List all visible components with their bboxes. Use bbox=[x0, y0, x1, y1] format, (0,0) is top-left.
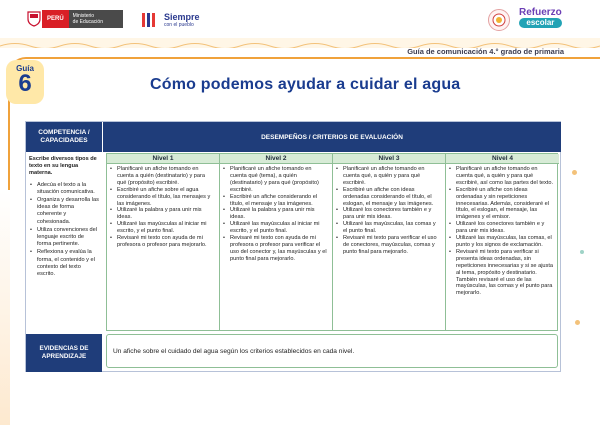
levels-grid bbox=[106, 153, 558, 331]
refuerzo-word: Refuerzo bbox=[519, 7, 562, 18]
capacidades-list bbox=[29, 182, 99, 279]
refuerzo-escolar-logo bbox=[519, 8, 562, 28]
level-criterion: • Utilizaré los conectores también e y para unir mis ideas. bbox=[336, 207, 441, 221]
capacidad-item: • Reflexiona y evalúa la forma, el contenido y el contexto del texto escrito. bbox=[29, 249, 99, 278]
level-column-3 bbox=[333, 154, 446, 330]
decorative-dot bbox=[572, 170, 577, 175]
siempre-title: Siempre bbox=[164, 11, 200, 22]
siempre-mark-icon bbox=[140, 10, 160, 30]
evidencias-label bbox=[26, 334, 102, 372]
guide-label: Guía bbox=[16, 64, 34, 73]
level-criterion: • Utilizaré las mayúsculas al iniciar mi escrito, y el punto final. bbox=[223, 221, 328, 235]
capacidad-item: • Adecúa el texto a la situación comunicativa. bbox=[29, 182, 99, 196]
level-column-2 bbox=[220, 154, 333, 330]
level-criterion: • Escribiré un afiche sobre el agua considerando el título, las mensajes y las imágenes. bbox=[110, 187, 215, 208]
level-column-1 bbox=[107, 154, 220, 330]
level-criterion: • Planificaré un afiche tomando en cuenta qué, a quién y para qué escribiré, así como las partes del texto. bbox=[449, 166, 555, 187]
competencia-header bbox=[26, 122, 102, 152]
level-criterion: • Utilizaré la palabra y para unir mis ideas. bbox=[223, 207, 328, 221]
level-criterion: • Planificaré un afiche tomando en cuenta qué (tema), a quién (destinatario) y para qué (propósito) escribiré. bbox=[223, 166, 328, 194]
guide-number: 6 bbox=[18, 70, 32, 97]
side-decoration bbox=[0, 190, 10, 425]
level-criterion: • Utilizaré los conectores también e y para unir mis ideas. bbox=[449, 221, 555, 235]
ministry-label-line-1: Ministerio bbox=[72, 13, 95, 19]
level-criterion: • Revisaré mi texto para verificar si presenta ideas ordenadas, sin repeticiones innecesarias y si se ajusta al tema, propósito y destinatario. También revisaré el uso de las mayúsculas, las comas y el punto para mejorarlo. bbox=[449, 249, 555, 297]
ministry-label-line-2: de Educación bbox=[72, 19, 103, 25]
evidencias-label-line-1: EVIDENCIAS DE bbox=[39, 345, 89, 352]
level-criterion: • Planificaré un afiche tomando en cuenta qué, a quién y para qué escribiré. bbox=[336, 166, 441, 187]
level-criterion: • Utilizaré las mayúsculas al iniciar mi escrito, y el punto final. bbox=[110, 221, 215, 235]
level-criterion: • Escribiré un afiche con ideas ordenadas considerando el título, el eslogan, el mensaje y las imágenes. bbox=[336, 187, 441, 208]
ministry-logo bbox=[26, 10, 123, 28]
guide-badge bbox=[6, 60, 44, 104]
level-criterion: • Escribiré un afiche con ideas ordenadas y sin repeticiones innecesarias. Además, consideraré el título, el eslogan, el mensaje, las imágenes y el emisor. bbox=[449, 187, 555, 222]
decorative-dot bbox=[575, 320, 580, 325]
level-column-4 bbox=[446, 154, 559, 330]
level-criterion: • Utilizaré las mayúsculas, las comas y el punto final. bbox=[336, 221, 441, 235]
level-header: Nivel 2 bbox=[220, 154, 332, 164]
competencia-header-line-2: CAPACIDADES bbox=[40, 137, 88, 144]
level-criterion: • Revisaré mi texto con ayuda de mi profesora o profesor para mejorarlo. bbox=[110, 235, 215, 249]
escolar-word: escolar bbox=[519, 18, 562, 28]
evidencias-label-line-2: APRENDIZAJE bbox=[41, 353, 87, 360]
page-title: Cómo podemos ayudar a cuidar el agua bbox=[150, 76, 461, 93]
level-header: Nivel 1 bbox=[107, 154, 219, 164]
level-criterion: • Revisaré mi texto para verificar el uso de conectores, mayúsculas, comas y punto final para mejorarlo. bbox=[336, 235, 441, 256]
top-logo-bar bbox=[0, 0, 600, 40]
competencia-header-line-1: COMPETENCIA / bbox=[38, 129, 90, 136]
seal-badge-icon bbox=[488, 9, 510, 31]
competencia-title: Escribe diversos tipos de texto en su lengua materna. bbox=[29, 156, 97, 177]
desempenos-header: DESEMPEÑOS / CRITERIOS DE EVALUACIÓN bbox=[103, 122, 561, 152]
level-criterion: • Utilizaré las mayúsculas, las comas, el punto y los signos de exclamación. bbox=[449, 235, 555, 249]
level-criterion: • Escribiré un afiche considerando el título, el mensaje y las imágenes. bbox=[223, 194, 328, 208]
capacidad-item: • Utiliza convenciones del lenguaje escrito de forma pertinente. bbox=[29, 227, 99, 249]
level-criterion: • Utilizaré la palabra y para unir mis ideas. bbox=[110, 207, 215, 221]
capacidad-item: • Organiza y desarrolla las ideas de forma coherente y cohesionada. bbox=[29, 197, 99, 226]
peru-shield-icon bbox=[26, 10, 42, 28]
evidencias-text: Un afiche sobre el cuidado del agua según los criterios establecidos en cada nivel. bbox=[106, 334, 558, 368]
level-header: Nivel 3 bbox=[333, 154, 445, 164]
peru-label: PERÚ bbox=[42, 10, 69, 28]
siempre-logo bbox=[140, 10, 200, 30]
decorative-dot bbox=[580, 250, 584, 254]
evaluation-table bbox=[25, 121, 561, 372]
ministry-label bbox=[69, 10, 123, 28]
page-subtitle: Guía de comunicación 4.° grado de primaria bbox=[407, 47, 564, 56]
siempre-subtitle: con el pueblo bbox=[164, 21, 194, 28]
level-criterion: • Planificaré un afiche tomando en cuenta a quién (destinatario) y para qué (propósito) escribiré. bbox=[110, 166, 215, 187]
level-criterion: • Revisaré mi texto con ayuda de mi profesora o profesor para verificar el uso del conector y, las mayúsculas y el punto final para mejorarlo. bbox=[223, 235, 328, 263]
level-header: Nivel 4 bbox=[446, 154, 559, 164]
